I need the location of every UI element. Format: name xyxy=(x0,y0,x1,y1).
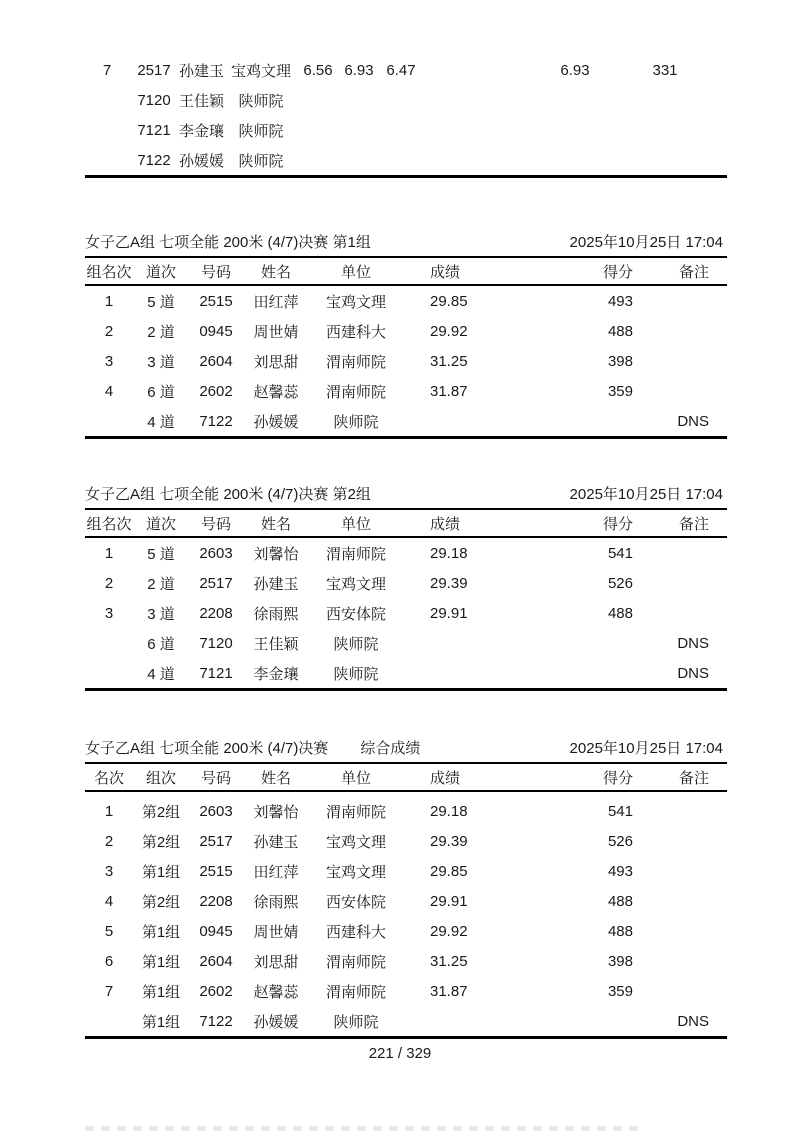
cell-name: 孙建玉 xyxy=(253,833,299,851)
cell-points: 359 xyxy=(607,982,633,1000)
cell-bib: 0945 xyxy=(199,922,233,940)
col-header-bib: 号码 xyxy=(200,263,231,281)
cell-unit: 陕师院 xyxy=(238,122,284,140)
cell-unit: 宝鸡文理 xyxy=(230,62,291,80)
cell-rank: 7 xyxy=(104,982,114,1000)
cell-lane: 5 道 xyxy=(147,545,175,563)
cell-name: 徐雨熙 xyxy=(253,893,299,911)
cell-lane: 第1组 xyxy=(141,1013,181,1031)
cell-result: 29.39 xyxy=(430,832,468,850)
cell-bib: 2603 xyxy=(199,802,233,820)
cell-bib: 2515 xyxy=(199,862,233,880)
cell-result: 29.85 xyxy=(430,862,468,880)
cell-lane: 3 道 xyxy=(147,353,175,371)
cell-lane: 第1组 xyxy=(141,863,181,881)
table-row xyxy=(85,976,727,1006)
table-header-row xyxy=(85,764,727,790)
cell-bib: 7121 xyxy=(137,121,171,139)
cell-lane: 2 道 xyxy=(147,575,175,593)
cell-rank: 6 xyxy=(104,952,114,970)
cell-rank: 1 xyxy=(104,802,114,820)
cell-name: 田红萍 xyxy=(253,863,299,881)
cell-bib: 2517 xyxy=(137,61,171,79)
cell-lane: 2 道 xyxy=(147,323,175,341)
col-header-unit: 单位 xyxy=(340,769,371,787)
cell-attempt2: 6.93 xyxy=(344,61,374,79)
cell-remark: DNS xyxy=(677,634,709,652)
cell-unit: 宝鸡文理 xyxy=(325,833,386,851)
cell-rank: 5 xyxy=(104,922,114,940)
table-row xyxy=(85,826,727,856)
event-title: 女子乙A组 七项全能 200米 (4/7)决赛 xyxy=(85,739,329,757)
cell-result: 29.91 xyxy=(430,604,468,622)
cell-attempt3: 6.47 xyxy=(386,61,416,79)
event-title: 女子乙A组 七项全能 200米 (4/7)决赛 第2组 xyxy=(85,485,371,503)
cell-bib: 2208 xyxy=(199,604,233,622)
cell-unit: 渭南师院 xyxy=(325,803,386,821)
cell-unit: 宝鸡文理 xyxy=(325,863,386,881)
cell-rank: 3 xyxy=(104,862,114,880)
cell-attempt1: 6.56 xyxy=(303,61,333,79)
table-body xyxy=(85,538,727,688)
table-row xyxy=(85,856,727,886)
col-header-points: 得分 xyxy=(602,769,633,787)
cell-name: 周世婧 xyxy=(253,323,299,341)
cell-result: 29.18 xyxy=(430,544,468,562)
cell-name: 孙建玉 xyxy=(179,62,225,80)
cell-bib: 2603 xyxy=(199,544,233,562)
table-title xyxy=(85,737,420,758)
cell-name: 刘馨怡 xyxy=(253,545,299,563)
cell-name: 孙媛媛 xyxy=(253,1013,299,1031)
cell-bib: 2517 xyxy=(199,574,233,592)
cell-bib: 2602 xyxy=(199,982,233,1000)
table-bottom-rule xyxy=(85,688,727,691)
cell-lane: 4 道 xyxy=(147,413,175,431)
page-number: 221 / 329 xyxy=(368,1045,432,1062)
cell-rank: 1 xyxy=(104,544,114,562)
cell-points: 488 xyxy=(607,604,633,622)
next-page-peek xyxy=(85,1126,640,1131)
col-header-rank: 组名次 xyxy=(86,515,132,533)
cell-name: 周世婧 xyxy=(253,923,299,941)
table-row xyxy=(85,916,727,946)
col-header-name: 姓名 xyxy=(260,769,291,787)
table-header-row xyxy=(85,510,727,536)
cell-lane: 第2组 xyxy=(141,803,181,821)
cell-rank: 2 xyxy=(104,832,114,850)
cell-name: 赵馨蕊 xyxy=(253,983,299,1001)
cell-name: 徐雨熙 xyxy=(253,605,299,623)
cell-unit: 宝鸡文理 xyxy=(325,575,386,593)
cell-points: 541 xyxy=(607,544,633,562)
col-header-unit: 单位 xyxy=(340,515,371,533)
cell-rank: 2 xyxy=(104,574,114,592)
cell-result: 29.92 xyxy=(430,922,468,940)
table-row xyxy=(85,886,727,916)
table-row xyxy=(85,406,727,436)
cell-rank: 7 xyxy=(102,61,112,79)
cell-unit: 西建科大 xyxy=(325,923,386,941)
cell-name: 赵馨蕊 xyxy=(253,383,299,401)
col-header-lane: 道次 xyxy=(145,263,176,281)
cell-points: 493 xyxy=(607,292,633,310)
cell-bib: 7122 xyxy=(199,412,233,430)
table-body xyxy=(85,286,727,436)
cell-remark: DNS xyxy=(677,664,709,682)
cell-remark: DNS xyxy=(677,1012,709,1030)
table-row xyxy=(85,376,727,406)
table-row xyxy=(85,568,727,598)
table-row xyxy=(85,946,727,976)
cell-bib: 2604 xyxy=(199,352,233,370)
table-row xyxy=(85,316,727,346)
cell-bib: 2515 xyxy=(199,292,233,310)
cell-bib: 2604 xyxy=(199,952,233,970)
table-body xyxy=(85,792,727,1036)
cell-rank: 4 xyxy=(104,382,114,400)
cell-bib: 7122 xyxy=(137,151,171,169)
event-datetime: 2025年10月25日 17:04 xyxy=(569,739,723,757)
cell-name: 孙媛媛 xyxy=(179,152,225,170)
cell-result: 29.91 xyxy=(430,892,468,910)
cell-bib: 2517 xyxy=(199,832,233,850)
col-header-rank: 名次 xyxy=(93,769,124,787)
cell-unit: 陕师院 xyxy=(333,413,379,431)
cell-result: 31.87 xyxy=(430,382,468,400)
cell-unit: 渭南师院 xyxy=(325,983,386,1001)
cell-rank: 2 xyxy=(104,322,114,340)
cell-result: 29.92 xyxy=(430,322,468,340)
cell-unit: 陕师院 xyxy=(333,1013,379,1031)
cell-name: 刘思甜 xyxy=(253,953,299,971)
col-header-remark: 备注 xyxy=(678,769,709,787)
cell-lane: 3 道 xyxy=(147,605,175,623)
col-header-remark: 备注 xyxy=(678,263,709,281)
col-header-result: 成绩 xyxy=(430,769,461,787)
event-datetime: 2025年10月25日 17:04 xyxy=(569,233,723,251)
cell-name: 李金瓖 xyxy=(179,122,225,140)
table-row xyxy=(85,85,727,115)
col-header-points: 得分 xyxy=(602,263,633,281)
col-header-points: 得分 xyxy=(602,515,633,533)
cell-unit: 渭南师院 xyxy=(325,953,386,971)
previous-event-partial-table xyxy=(85,55,727,178)
cell-unit: 宝鸡文理 xyxy=(325,293,386,311)
cell-unit: 陕师院 xyxy=(333,635,379,653)
cell-bib: 7122 xyxy=(199,1012,233,1030)
col-header-unit: 单位 xyxy=(340,263,371,281)
table-row xyxy=(85,598,727,628)
cell-unit: 西安体院 xyxy=(325,605,386,623)
cell-unit: 陕师院 xyxy=(333,665,379,683)
cell-name: 孙建玉 xyxy=(253,575,299,593)
table-row xyxy=(85,1006,727,1036)
table-bottom-rule xyxy=(85,1036,727,1039)
table-bottom-rule xyxy=(85,436,727,439)
cell-bib: 2602 xyxy=(199,382,233,400)
cell-rank: 4 xyxy=(104,892,114,910)
col-header-lane: 组次 xyxy=(145,769,176,787)
cell-bib: 7121 xyxy=(199,664,233,682)
col-header-bib: 号码 xyxy=(200,769,231,787)
table-title xyxy=(85,483,403,504)
event-datetime: 2025年10月25日 17:04 xyxy=(569,485,723,503)
table-row xyxy=(85,796,727,826)
cell-points: 331 xyxy=(652,61,678,79)
cell-name: 王佳颖 xyxy=(179,92,225,110)
table-row xyxy=(85,115,727,145)
col-header-lane: 道次 xyxy=(145,515,176,533)
table-row xyxy=(85,145,727,175)
table-row xyxy=(85,346,727,376)
col-header-rank: 组名次 xyxy=(86,263,132,281)
cell-unit: 渭南师院 xyxy=(325,353,386,371)
cell-rank: 3 xyxy=(104,352,114,370)
table-title-bar xyxy=(85,226,727,256)
cell-bib: 2208 xyxy=(199,892,233,910)
cell-lane: 5 道 xyxy=(147,293,175,311)
cell-unit: 陕师院 xyxy=(238,92,284,110)
table-title-bar xyxy=(85,478,727,508)
cell-points: 541 xyxy=(607,802,633,820)
cell-unit: 渭南师院 xyxy=(325,545,386,563)
cell-bib: 7120 xyxy=(199,634,233,652)
cell-lane: 第2组 xyxy=(141,833,181,851)
table-row xyxy=(85,658,727,688)
cell-points: 488 xyxy=(607,892,633,910)
col-header-result: 成绩 xyxy=(430,263,461,281)
cell-points: 359 xyxy=(607,382,633,400)
result-table-heat-1 xyxy=(85,226,727,439)
cell-result: 31.25 xyxy=(430,352,468,370)
table-title-bar xyxy=(85,732,727,762)
col-header-result: 成绩 xyxy=(430,515,461,533)
event-subtitle: 综合成绩 xyxy=(360,739,421,757)
cell-lane: 4 道 xyxy=(147,665,175,683)
cell-name: 孙媛媛 xyxy=(253,413,299,431)
cell-lane: 6 道 xyxy=(147,383,175,401)
cell-rank: 1 xyxy=(104,292,114,310)
cell-points: 398 xyxy=(607,352,633,370)
cell-lane: 6 道 xyxy=(147,635,175,653)
cell-result: 29.18 xyxy=(430,802,468,820)
table-row xyxy=(85,628,727,658)
col-header-bib: 号码 xyxy=(200,515,231,533)
table-header-row xyxy=(85,258,727,284)
cell-lane: 第1组 xyxy=(141,923,181,941)
cell-unit: 陕师院 xyxy=(238,152,284,170)
cell-unit: 西建科大 xyxy=(325,323,386,341)
cell-name: 田红萍 xyxy=(253,293,299,311)
cell-name: 王佳颖 xyxy=(253,635,299,653)
cell-bib: 0945 xyxy=(199,322,233,340)
cell-points: 526 xyxy=(607,574,633,592)
cell-points: 488 xyxy=(607,322,633,340)
table-row xyxy=(85,286,727,316)
col-header-name: 姓名 xyxy=(260,263,291,281)
cell-rank: 3 xyxy=(104,604,114,622)
table-title xyxy=(85,231,403,252)
cell-points: 488 xyxy=(607,922,633,940)
col-header-remark: 备注 xyxy=(678,515,709,533)
cell-bib: 7120 xyxy=(137,91,171,109)
cell-remark: DNS xyxy=(677,412,709,430)
table-row xyxy=(85,538,727,568)
cell-name: 刘思甜 xyxy=(253,353,299,371)
cell-best: 6.93 xyxy=(560,61,590,79)
cell-name: 刘馨怡 xyxy=(253,803,299,821)
event-title: 女子乙A组 七项全能 200米 (4/7)决赛 第1组 xyxy=(85,233,371,251)
cell-points: 526 xyxy=(607,832,633,850)
cell-result: 31.87 xyxy=(430,982,468,1000)
cell-result: 29.39 xyxy=(430,574,468,592)
cell-points: 398 xyxy=(607,952,633,970)
cell-result: 31.25 xyxy=(430,952,468,970)
cell-unit: 西安体院 xyxy=(325,893,386,911)
cell-name: 李金瓖 xyxy=(253,665,299,683)
table-row xyxy=(85,55,727,85)
cell-lane: 第1组 xyxy=(141,983,181,1001)
col-header-name: 姓名 xyxy=(260,515,291,533)
result-table-overall xyxy=(85,732,727,1039)
cell-result: 29.85 xyxy=(430,292,468,310)
cell-lane: 第2组 xyxy=(141,893,181,911)
cell-lane: 第1组 xyxy=(141,953,181,971)
cell-unit: 渭南师院 xyxy=(325,383,386,401)
result-table-heat-2 xyxy=(85,478,727,691)
cell-points: 493 xyxy=(607,862,633,880)
